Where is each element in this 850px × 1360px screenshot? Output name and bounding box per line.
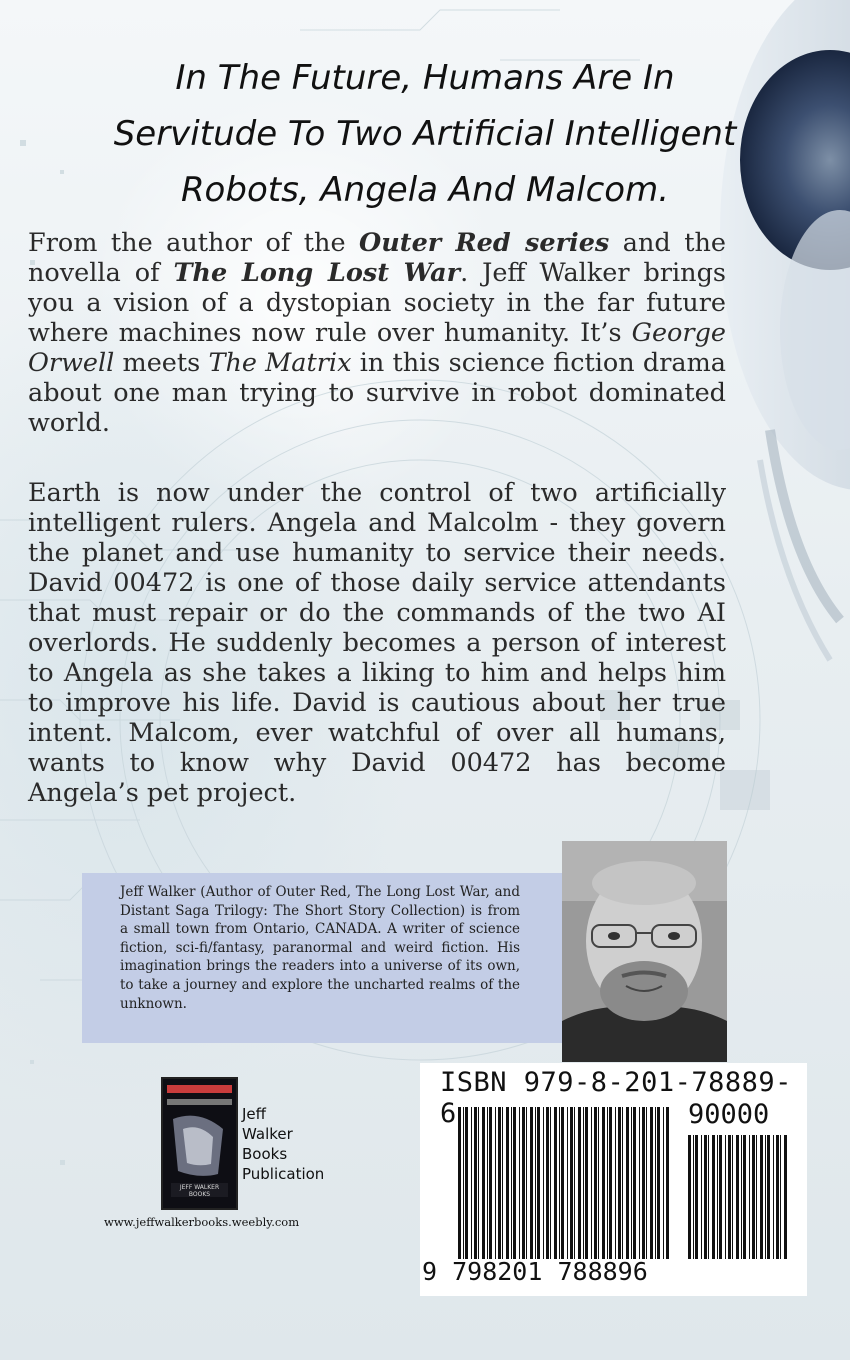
barcode-bar (583, 1107, 584, 1259)
barcode-bar (502, 1107, 503, 1259)
barcode-bar (725, 1135, 726, 1259)
barcode-bar (615, 1107, 616, 1259)
tagline-line-2: Servitude To Two Artificial Intelligent (113, 114, 737, 154)
blurb1-text-d: meets (114, 348, 209, 378)
barcode-bar (732, 1135, 733, 1259)
barcode-bar (708, 1135, 709, 1259)
publisher-name (242, 1104, 352, 1184)
publisher-line-4: Publication (242, 1165, 325, 1183)
barcode-bar (719, 1135, 722, 1259)
barcode-bar (574, 1107, 575, 1259)
barcode-bar (701, 1135, 702, 1259)
barcode-bar (650, 1107, 653, 1259)
barcode-bar (554, 1107, 557, 1259)
barcode-bar (537, 1107, 540, 1259)
barcode-bar (471, 1107, 472, 1259)
barcode-bar (530, 1107, 533, 1259)
author-bio: Jeff Walker (Author of Outer Red, The Long Lost War, and Distant Saga Trilogy: The Short Story Collection) is from a small town from Ontario, CANADA. A writer of science fiction, sci-fi/fantasy, paranormal and weird fiction. His imagination brings the readers into a universe of its own, to take a journey and explore the uncharted realms of the unknown. (120, 884, 520, 1012)
barcode-bar (741, 1135, 742, 1259)
barcode-bar (495, 1107, 496, 1259)
barcode-bar (458, 1107, 461, 1259)
barcode-bar (511, 1107, 512, 1259)
barcode-bar (482, 1107, 485, 1259)
barcode-bar (550, 1107, 551, 1259)
author-photo (562, 841, 727, 1062)
barcode-bar (526, 1107, 527, 1259)
barcode-bar (695, 1135, 698, 1259)
tagline-line-3: Robots, Angela And Malcom. (180, 170, 670, 210)
barcode-bar (776, 1135, 779, 1259)
tagline-line-1: In The Future, Humans Are In (175, 58, 675, 98)
barcode-bar (519, 1107, 520, 1259)
barcode-bar (602, 1107, 605, 1259)
barcode-bar (784, 1135, 787, 1259)
barcode-bar (489, 1107, 492, 1259)
publisher-logo (161, 1077, 238, 1210)
isbn-barcode (420, 1063, 807, 1296)
barcode-bar (622, 1107, 623, 1259)
author-bio-box (82, 873, 562, 1043)
svg-text:JEFF WALKER: JEFF WALKER (179, 1184, 220, 1191)
barcode-bar (570, 1107, 573, 1259)
barcode-bar (578, 1107, 581, 1259)
barcode-bar (535, 1107, 536, 1259)
barcode-bar (487, 1107, 488, 1259)
barcode-bar (561, 1107, 564, 1259)
barcode-bar (688, 1135, 691, 1259)
tagline (40, 50, 810, 218)
blurb-paragraph-2: Earth is now under the control of two artificially intelligent rulers. Angela and Malcolm - they govern the planet and use humanity to service their needs. David 00472 is one of those daily service attendants that must repair or do the commands of the two AI overlords. He suddenly becomes a person of interest to Angela as she takes a liking to him and helps him to improve his life. David is cautious about her true intent. Malcom, ever watchful of over all humans, wants to know why David 00472 has become Angela’s pet project. (28, 478, 726, 808)
barcode-bar (752, 1135, 755, 1259)
barcode-bar (626, 1107, 629, 1259)
barcode-bar (478, 1107, 479, 1259)
blurb1-text-a: From the author of the (28, 228, 360, 258)
barcode-bar (522, 1107, 525, 1259)
barcode-bar (728, 1135, 731, 1259)
barcode-bar (704, 1135, 707, 1259)
isbn-number: ISBN 979-8-201-78889-6 (440, 1067, 792, 1129)
barcode-bar (657, 1107, 660, 1259)
barcode-bar (598, 1107, 599, 1259)
barcode-bar (465, 1107, 468, 1259)
barcode-bar (717, 1135, 718, 1259)
publisher-line-3: Books (242, 1145, 288, 1163)
blurb1-orwell: George Orwell (28, 318, 726, 378)
barcode-bar (767, 1135, 770, 1259)
website-url: www.jeffwalkerbooks.weebly.com (104, 1215, 300, 1229)
barcode-bar (712, 1135, 715, 1259)
blurb1-series-title: Outer Red series (359, 228, 610, 258)
blurb1-novella-title: The Long Lost War (173, 258, 461, 288)
barcode-bar (639, 1107, 640, 1259)
barcode-bar (666, 1107, 669, 1259)
publisher-line-1: Jeff (242, 1105, 266, 1123)
barcode-bar (743, 1135, 746, 1259)
barcode-bar (655, 1107, 656, 1259)
blurb1-text-c: . Jeff Walker brings you a vision of a dystopian society in the far future where machines now rule over humanity. It’s (28, 258, 726, 348)
barcode-bar (756, 1135, 757, 1259)
blurb1-text-e: in this science fiction drama about one man trying to survive in robot dominated world. (28, 348, 726, 438)
barcode-bar (609, 1107, 612, 1259)
price-code: 90000 (688, 1099, 770, 1130)
barcode-bar (594, 1107, 597, 1259)
publisher-logo-art (163, 1079, 236, 1208)
barcode-bar (749, 1135, 750, 1259)
blurb-paragraph-1 (28, 228, 726, 438)
barcode-bar (631, 1107, 632, 1259)
barcode-bar (585, 1107, 588, 1259)
barcode-bar (693, 1135, 694, 1259)
barcode-bar (780, 1135, 781, 1259)
barcode-bar (591, 1107, 592, 1259)
ean-digits: 9 798201 788896 (422, 1257, 648, 1286)
barcode-bar (760, 1135, 763, 1259)
barcode-bar (498, 1107, 501, 1259)
barcode-bar (765, 1135, 766, 1259)
barcode-bar (513, 1107, 516, 1259)
blurb1-text-b: and the novella of (28, 228, 726, 288)
barcode-bar (642, 1107, 645, 1259)
blurb1-matrix: The Matrix (208, 348, 352, 378)
barcode-bar (663, 1107, 664, 1259)
barcode-bar (633, 1107, 636, 1259)
barcode-bar (543, 1107, 544, 1259)
barcode-bar (474, 1107, 477, 1259)
svg-text:BOOKS: BOOKS (188, 1191, 211, 1198)
barcode-bar (618, 1107, 621, 1259)
author-portrait-image (562, 841, 727, 1062)
barcode-bar (546, 1107, 549, 1259)
barcode-bar (506, 1107, 509, 1259)
barcode-bar (463, 1107, 464, 1259)
barcode-bar (607, 1107, 608, 1259)
publisher-line-2: Walker (242, 1125, 293, 1143)
barcode-bar (773, 1135, 774, 1259)
barcode-bar (646, 1107, 647, 1259)
barcode-bar (736, 1135, 739, 1259)
barcode-bar (559, 1107, 560, 1259)
barcode-bar (567, 1107, 568, 1259)
